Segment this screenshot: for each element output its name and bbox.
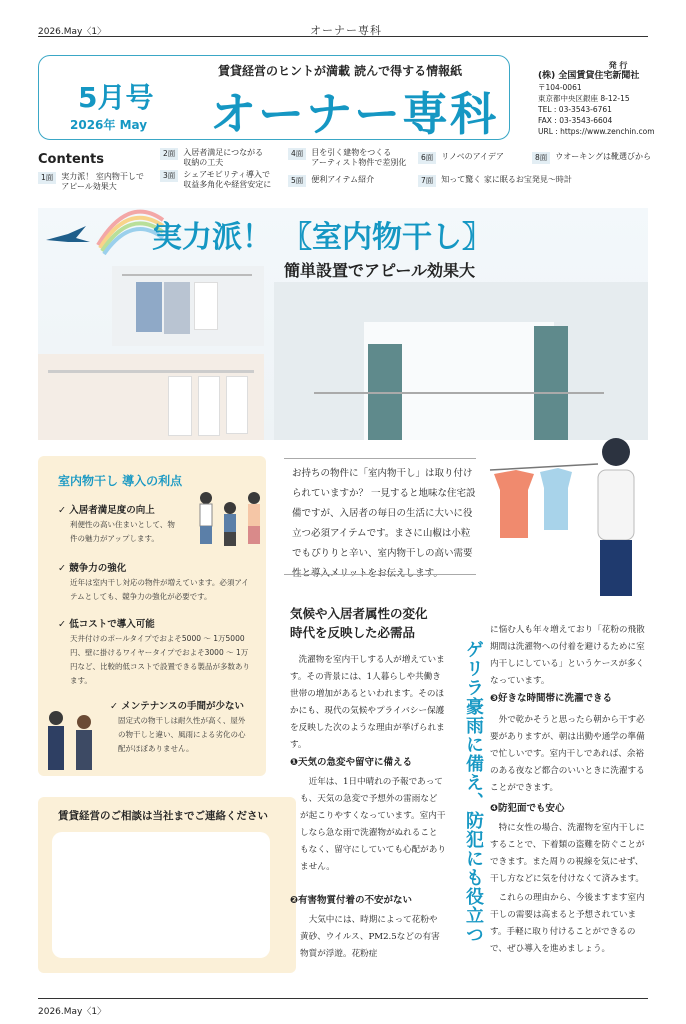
benefit-text: 固定式の物干しは耐久性が高く、屋外 の物干しと違い、風雨による劣化の心 配がほぼありません。 <box>118 716 246 753</box>
contents-title: Contents <box>38 152 104 167</box>
photo-room-pole <box>38 354 264 440</box>
article-paragraph: に悩む人も年々増えており「花粉の飛散期間は洗濯物への付着を避けるために室内干しにしている」というケースが多くなっています。 <box>490 625 645 686</box>
benefit-text: 近年は室内干し対応の物件が増えています。必須アイ テムとしても、競争力の強化が必要です。 <box>70 578 249 601</box>
publisher-name: (株) 全国賃貸住宅新聞社 <box>538 71 640 81</box>
intro-text: お持ちの物件に「室内物干し」は取り付けられていますか？ 一見すると地味な住宅設備ですが、入居者の毎日の生活に大いに役立つ必須アイテムです。まさに山椒は小粒でもぴりりと辛い、室内物干しの高い需要性と導入メリットをお伝えします。 <box>292 468 476 579</box>
publisher-zip: 〒104-0061 <box>538 83 582 92</box>
contents-item[interactable]: 7面 知って驚く 家に眠るお宝発見〜時計 <box>418 175 572 187</box>
article-paragraph: 特に女性の場合、洗濯物を室内干しにすることで、下着類の盗難を防ぐことができます。また周りの視線を気にせず、干し方などに気を付けなくて済みます。 <box>490 823 645 884</box>
publisher-url: URL : https://www.zenchin.com <box>538 127 655 136</box>
contents-item[interactable]: 1面 実力派！ 室内物干しで アピール効果大 <box>38 172 144 192</box>
article-heading: 気候や入居者属性の変化 時代を反映した必需品 <box>290 606 428 640</box>
publisher-tel: TEL : 03-3543-6761 <box>538 105 612 114</box>
benefit-text: 天井付けのポールタイプでおよそ5000 〜 1万5000 円、壁に掛けるワイヤータイプでおよそ3000 〜 1万 円など、比較的低コストで設置できる製品が多数あり ます。 <box>70 634 250 685</box>
article-subheading: ❸好きな時間帯に洗濯できる <box>490 693 613 704</box>
consult-area <box>52 832 270 958</box>
people-jumping-illustration <box>190 488 270 554</box>
year-label: 2026年 May <box>70 118 148 132</box>
benefit-heading: ✓ 競争力の強化 <box>58 563 127 574</box>
article-subheading: ❹防犯面でも安心 <box>490 803 565 814</box>
brand-label: オーナー専科 <box>310 24 382 37</box>
benefit-text: 利便性の高い住まいとして、物 件の魅力がアップします。 <box>70 520 175 543</box>
bottom-rule <box>38 998 648 999</box>
article-paragraph: 大気中には、時期によって花粉や黄砂、ウイルス、PM2.5などの有害物質が浮遊。花粉症 <box>300 915 440 959</box>
article-subheading: ❶天気の急変や留守に備える <box>290 757 413 768</box>
publisher-fax: FAX : 03-3543-6604 <box>538 116 613 125</box>
intro-rule-top <box>284 458 476 459</box>
contents-item[interactable]: 8面 ウオーキングは靴選びから <box>532 152 651 164</box>
tagline: 賃貸経営のヒントが満載 読んで得する情報紙 <box>218 64 463 78</box>
business-people-illustration <box>38 708 108 772</box>
benefit-heading: ✓ 低コストで導入可能 <box>58 619 155 630</box>
publisher-address: 東京都中央区銀座 8-12-15 <box>538 94 630 103</box>
article-paragraph: 近年は、1日中晴れの予報であっても、天気の急変で予想外の雷雨などが起こりやすくなっています。室内干しなら急な雨で洗濯物がぬれることもなく、留守にしていても心配がありません。 <box>300 777 446 872</box>
hero-subtitle: 簡単設置でアピール効果大 <box>284 261 476 280</box>
top-rule <box>38 36 648 37</box>
consult-title: 賃貸経営のご相談は当社までご連絡ください <box>58 810 268 822</box>
article-paragraph: これらの理由から、今後ますます室内干しの需要は高まると予想されています。手軽に取り付けることができるので、ぜひ導入を進めましょう。 <box>490 893 645 954</box>
intro-rule-bottom <box>284 574 476 575</box>
issue-label-bottom: 2026.May〈1〉 <box>38 1007 107 1017</box>
month-label: 5月号 <box>78 81 154 114</box>
publisher-info <box>538 60 668 137</box>
contents-item[interactable]: 6面 リノベのアイデア <box>418 152 504 164</box>
article-vertical-title: ゲリラ豪雨に備え、防犯にも役立つ <box>463 640 484 944</box>
contents-item[interactable]: 5面 便利アイテム紹介 <box>288 175 374 187</box>
photo-window-curtain <box>274 282 648 440</box>
rainbow-swallow-icon <box>38 200 168 260</box>
contents-item[interactable]: 2面 入居者満足につながる 収納の工夫 <box>160 148 263 168</box>
benefit-heading: ✓ メンテナンスの手間が少ない <box>110 701 245 712</box>
article-paragraph: 外で乾かそうと思ったら朝から干す必要がありますが、朝は出勤や通学の準備で忙しいです。室内干しであれば、余裕のある夜など都合のいいときに洗濯することができます。 <box>490 715 645 793</box>
publisher-label: 発 行 <box>608 61 628 70</box>
photo-hanging-laundry <box>112 266 264 346</box>
hero-headline: 実力派！ 〖室内物干し〗 <box>152 220 492 255</box>
contents-item[interactable]: 3面 シェアモビリティ導入で 収益多角化や経営安定に <box>160 170 271 190</box>
benefit-heading: ✓ 入居者満足度の向上 <box>58 505 155 516</box>
woman-laundry-illustration <box>488 430 650 598</box>
article-paragraph: 洗濯物を室内干しする人が増えています。その背景には、1人暮らしや共働き世帯の増加があるといわれます。そのほかにも、現代の気候やプライバシー保護を反映した次のような理由が挙げられます。 <box>290 655 445 750</box>
article-subheading: ❷有害物質付着の不安がない <box>290 895 413 906</box>
benefits-title: 室内物干し 導入の利点 <box>58 474 183 488</box>
issue-label: 2026.May〈1〉 <box>38 27 107 37</box>
masthead-title: オーナー専科 <box>210 87 498 141</box>
contents-item[interactable]: 4面 目を引く建物をつくる アーティスト物件で差別化 <box>288 148 406 168</box>
